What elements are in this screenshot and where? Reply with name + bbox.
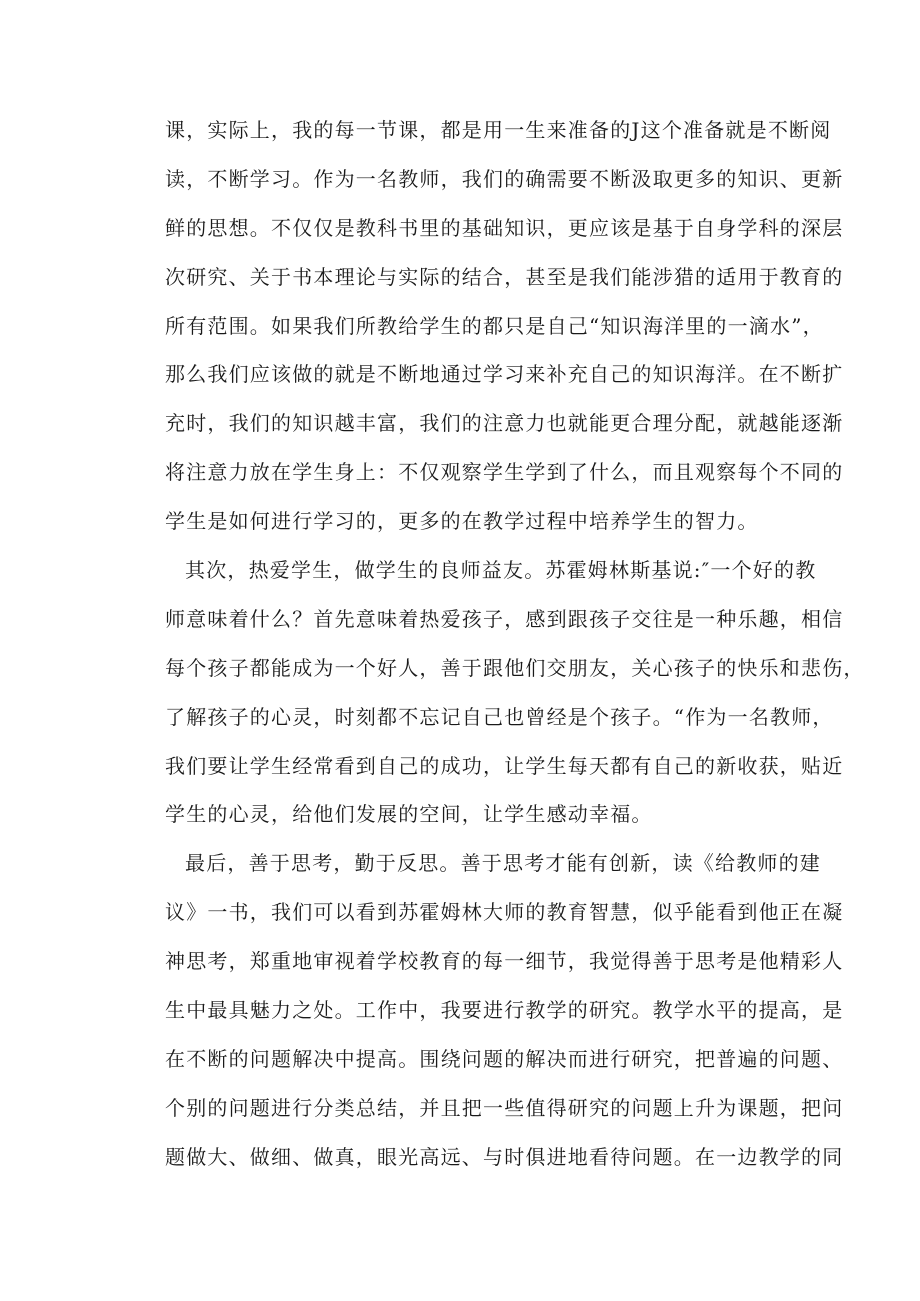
text-line: 充时，我们的知识越丰富，我们的注意力也就能更合理分配，就越能逐渐 bbox=[165, 411, 844, 436]
text-line: 课，实际上，我的每一节课，都是用一生来准备的J这个准备就是不断阅 bbox=[165, 118, 832, 142]
text-line: 议》一书，我们可以看到苏霍姆林大师的教育智慧，似乎能看到他正在凝 bbox=[165, 900, 844, 925]
text-line: 读，不断学习。作为一名教师，我们的确需要不断汲取更多的知识、更新 bbox=[165, 166, 844, 191]
text-line: 师意味着什么？首先意味着热爱孩子，感到跟孩子交往是一种乐趣，相信 bbox=[165, 606, 844, 631]
paragraph-love-students bbox=[165, 554, 865, 847]
text-line: 我们要让学生经常看到自己的成功，让学生每天都有自己的新收获，贴近 bbox=[165, 753, 844, 778]
text-line: 个别的问题进行分类总结，并且把一些值得研究的问题上升为课题，把问 bbox=[165, 1095, 844, 1120]
text-line: 生中最具魅力之处。工作中，我要进行教学的研究。教学水平的提高，是 bbox=[165, 998, 844, 1023]
body-text bbox=[165, 114, 865, 1190]
text-line: 学生的心灵，给他们发展的空间，让学生感动幸福。 bbox=[165, 802, 653, 827]
text-line: 神思考，郑重地审视着学校教育的每一细节，我觉得善于思考是他精彩人 bbox=[165, 949, 844, 974]
text-line: 最后，善于思考，勤于反思。善于思考才能有创新，读《给教师的建 bbox=[185, 851, 821, 876]
text-line: 在不断的问题解决中提高。围绕问题的解决而进行研究，把普遍的问题、 bbox=[165, 1046, 844, 1071]
text-line: 题做大、做细、做真，眼光高远、与时俱进地看待问题。在一边教学的同 bbox=[165, 1144, 844, 1169]
text-line: 将注意力放在学生身上：不仅观察学生学到了什么，而且观察每个不同的 bbox=[165, 460, 844, 485]
text-line: 学生是如何进行学习的，更多的在教学过程中培养学生的智力。 bbox=[165, 509, 759, 534]
text-line: 了解孩子的心灵，时刻都不忘记自己也曾经是个孩子。“作为一名教师， bbox=[165, 704, 834, 729]
text-line: 鲜的思想。不仅仅是教科书里的基础知识，更应该是基于自身学科的深层 bbox=[165, 215, 844, 240]
text-line: 其次，热爱学生，做学生的良师益友。苏霍姆林斯基说:″一个好的教 bbox=[185, 558, 817, 583]
text-line: 那么我们应该做的就是不断地通过学习来补充自己的知识海洋。在不断扩 bbox=[165, 362, 844, 387]
text-line: 每个孩子都能成为一个好人，善于跟他们交朋友，关心孩子的快乐和悲伤， bbox=[165, 655, 865, 680]
paragraph-continued bbox=[165, 114, 844, 554]
text-line: 次研究、关于书本理论与实际的结合，甚至是我们能涉猎的适用于教育的 bbox=[165, 264, 844, 289]
paragraph-reflection bbox=[165, 847, 844, 1189]
text-line: 所有范围。如果我们所教给学生的都只是自己“知识海洋里的一滴水”， bbox=[165, 313, 824, 338]
